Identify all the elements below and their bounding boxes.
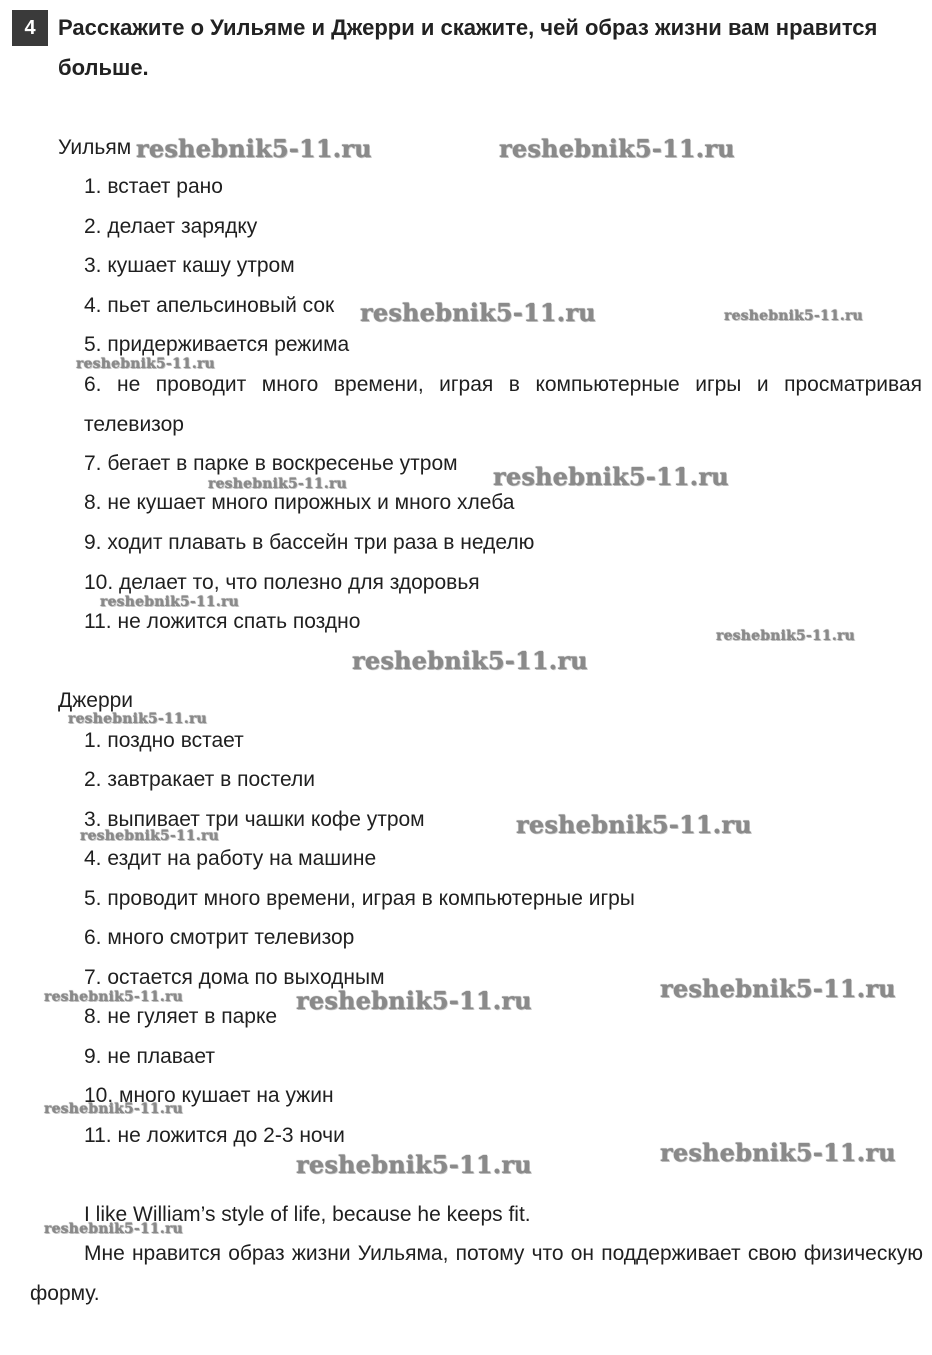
william-item: 3. кушает кашу утром <box>84 254 295 277</box>
william-item: 4. пьет апельсиновый сок <box>84 294 335 317</box>
watermark: reshebnik5-11.ru <box>44 989 183 1005</box>
watermark: reshebnik5-11.ru <box>44 1101 183 1117</box>
watermark: reshebnik5-11.ru <box>516 810 752 839</box>
watermark: reshebnik5-11.ru <box>80 828 219 844</box>
watermark: reshebnik5-11.ru <box>660 974 896 1003</box>
watermark: reshebnik5-11.ru <box>296 986 532 1015</box>
jerry-item: 9. не плавает <box>84 1045 215 1068</box>
watermark: reshebnik5-11.ru <box>499 134 735 163</box>
watermark: reshebnik5-11.ru <box>716 628 855 644</box>
william-item: 6. не проводит много времени, играя в компьютерные игры и просматривая телевизор <box>84 373 922 436</box>
jerry-item: 7. остается дома по выходным <box>84 966 385 989</box>
answer-english: I like William’s style of life, because he keeps fit. <box>84 1203 531 1226</box>
watermark: reshebnik5-11.ru <box>100 594 239 610</box>
william-item: 9. ходит плавать в бассейн три раза в неделю <box>84 531 535 554</box>
answer-russian: Мне нравится образ жизни Уильяма, потому что он поддерживает свою физическую форму. <box>30 1242 923 1305</box>
watermark: reshebnik5-11.ru <box>76 356 215 372</box>
jerry-item: 3. выпивает три чашки кофе утром <box>84 808 425 831</box>
william-item: 2. делает зарядку <box>84 215 258 238</box>
jerry-item: 8. не гуляет в парке <box>84 1005 278 1028</box>
jerry-item: 6. много смотрит телевизор <box>84 926 355 949</box>
jerry-item: 4. ездит на работу на машине <box>84 847 377 870</box>
jerry-item: 10. много кушает на ужин <box>84 1084 334 1107</box>
task-question: Расскажите о Уильяме и Джерри и скажите, чей образ жизни вам нравится больше. <box>58 15 878 80</box>
william-item: 5. придерживается режима <box>84 333 350 356</box>
jerry-item: 1. поздно встает <box>84 729 244 752</box>
jerry-heading: Джерри <box>58 689 134 712</box>
watermark: reshebnik5-11.ru <box>352 646 588 675</box>
watermark: reshebnik5-11.ru <box>68 711 207 727</box>
william-item: 11. не ложится спать поздно <box>84 610 361 633</box>
william-item: 7. бегает в парке в воскресенье утром <box>84 452 458 475</box>
jerry-item: 5. проводит много времени, играя в компьютерные игры <box>84 887 635 910</box>
watermark: reshebnik5-11.ru <box>724 308 863 324</box>
watermark: reshebnik5-11.ru <box>208 476 347 492</box>
jerry-item: 2. завтракает в постели <box>84 768 315 791</box>
watermark: reshebnik5-11.ru <box>493 462 729 491</box>
watermark: reshebnik5-11.ru <box>360 298 596 327</box>
watermark: reshebnik5-11.ru <box>296 1150 532 1179</box>
watermark: reshebnik5-11.ru <box>136 134 372 163</box>
task-number-badge: 4 <box>12 10 48 46</box>
jerry-item: 11. не ложится до 2-3 ночи <box>84 1124 345 1147</box>
watermark: reshebnik5-11.ru <box>44 1221 183 1237</box>
william-item: 8. не кушает много пирожных и много хлеба <box>84 491 515 514</box>
william-item: 1. встает рано <box>84 175 223 198</box>
william-item: 10. делает то, что полезно для здоровья <box>84 571 480 594</box>
william-heading: Уильям <box>58 136 132 159</box>
watermark: reshebnik5-11.ru <box>660 1138 896 1167</box>
